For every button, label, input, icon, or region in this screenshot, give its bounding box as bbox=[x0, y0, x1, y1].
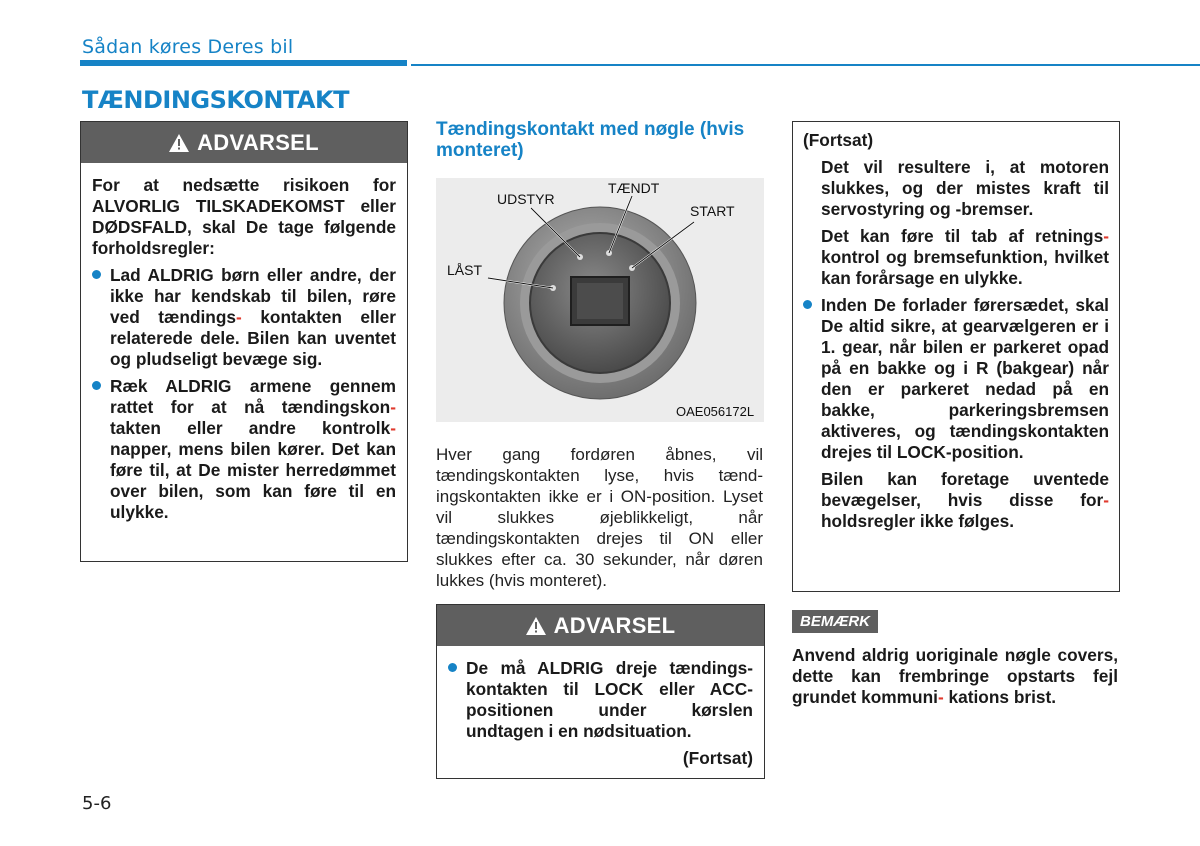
warning-box-left bbox=[80, 121, 408, 562]
label-lock: LÅST bbox=[447, 262, 483, 278]
bullet-dot bbox=[92, 381, 101, 390]
warning-title: ADVARSEL bbox=[553, 612, 676, 638]
body-paragraph: Hver gang fordøren åbnes, vil tændingskontakten lyse, hvis tænd-ingskontakten ikke er i ON-position. Lyset vil slukkes øjeblikkeligt, når tændingskontakten drejes til ON eller slukkes efter ca. 30 sekunder, når døren lukkes (hvis monteret). bbox=[436, 445, 763, 590]
bullet-dot bbox=[92, 270, 101, 279]
warning-bullet-steering: Ræk ALDRIG armene gennem rattet for at nå tændingskon- takten eller andre kontrolk- napper, mens bilen kører. Det kan føre til, at De mister herredømmet over bilen, som kan føre til en ulykke. bbox=[92, 376, 396, 523]
section-title: Sådan køres Deres bil bbox=[82, 36, 294, 58]
figure-code: OAE056172L bbox=[676, 404, 755, 419]
bullet-dot bbox=[803, 300, 812, 309]
subsection-title: Tændingskontakt med nøgle (hvis monteret) bbox=[436, 119, 745, 161]
continued-bullet-parking: Inden De forlader førersædet, skal De altid sikre, at gearvælgeren er i 1. gear, når bilen er parkeret opad på en bakke og i R (bakgear) når den er parkeret nedad på en bakke, parkeringsbremsen aktiveres, og tændingskontakten drejes til LOCK-position. bbox=[803, 295, 1109, 463]
header-rule-thin bbox=[411, 64, 1200, 66]
warning-title: ADVARSEL bbox=[197, 129, 319, 155]
continued-paragraph-2: Det kan føre til tab af retnings- kontrol og bremsefunktion, hvilket kan forårsage en ulykke. bbox=[821, 226, 1109, 288]
continued-content bbox=[793, 122, 1119, 532]
bullet-dot bbox=[448, 663, 457, 672]
warning-triangle-icon bbox=[526, 617, 546, 635]
label-start: START bbox=[690, 203, 735, 219]
warning-intro: For at nedsætte risikoen for ALVORLIG TILSKADEKOMST eller DØDSFALD, skal De tage følgende forholdsregler: bbox=[92, 175, 396, 258]
warning-box-middle bbox=[436, 604, 765, 779]
warning-header bbox=[81, 122, 407, 163]
header-rule-thick bbox=[80, 60, 407, 66]
warning-content bbox=[81, 163, 407, 523]
warning-header bbox=[437, 605, 764, 646]
ignition-switch-figure bbox=[436, 178, 764, 422]
ignition-switch-illustration bbox=[436, 178, 764, 422]
continued-heading: (Fortsat) bbox=[803, 130, 874, 150]
label-on: TÆNDT bbox=[608, 180, 660, 196]
label-acc: UDSTYR bbox=[497, 191, 555, 207]
continued-label: (Fortsat) bbox=[682, 748, 753, 768]
warning-bullet-children: Lad ALDRIG børn eller andre, der ikke har kendskab til bilen, røre ved tændings- kontakten eller relaterede dele. Bilen kan uventet og pludseligt bevæge sig. bbox=[92, 265, 396, 370]
warning-content bbox=[437, 646, 764, 769]
note-badge: BEMÆRK bbox=[792, 610, 878, 633]
warning-bullet-lock: De må ALDRIG dreje tændings-kontakten til LOCK eller ACC-positionen under kørslen undtagen i en nødsituation. bbox=[448, 658, 753, 742]
chapter-title: TÆNDINGSKONTAKT bbox=[82, 86, 349, 114]
page-number: 5-6 bbox=[82, 793, 112, 814]
warning-triangle-icon bbox=[169, 134, 189, 152]
continued-paragraph-3: Bilen kan foretage uventede bevægelser, hvis disse for- holdsregler ikke følges. bbox=[821, 469, 1109, 531]
continued-paragraph-1: Det vil resultere i, at motoren slukkes, og der mistes kraft til servostyring og -bremser. bbox=[821, 157, 1109, 219]
note-text: Anvend aldrig uoriginale nøgle covers, dette kan frembringe opstarts fejl grundet kommuni- kations brist. bbox=[792, 645, 1118, 707]
continued-warning-box bbox=[792, 121, 1120, 592]
